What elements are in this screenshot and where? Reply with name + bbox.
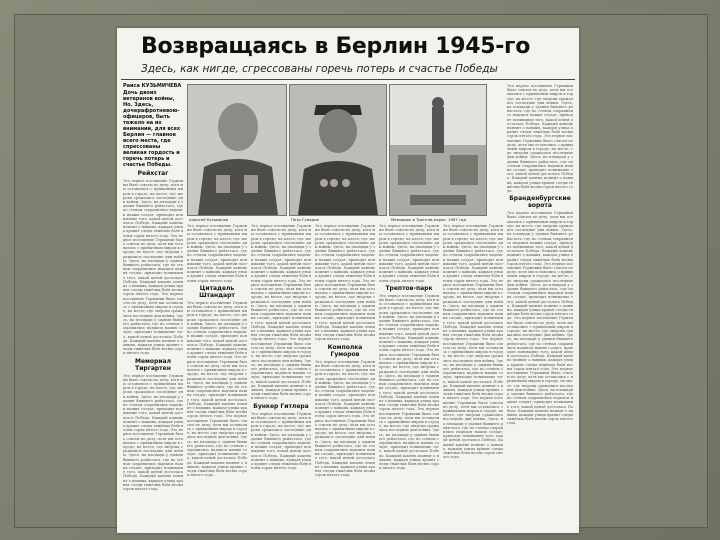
body-text: Это первое посещение Германии было совсем по делу, хотя мы оставались с привычным миром в городе, на месте, где зверски сражались последние дни войны. Здесь, на площади у здания бывшего рейхстага, где по стенам сохранились надписи наших солдат, приходит понимание того, какой ценой досталась Победа. Каждый камень помнит о павших, каждая улица хранит следы тяжёлых боёв весны сорок пятого года. Это первое посещение Германии было совсем по делу, хотя мы оставались с привычным миром в городе, на месте, где зверски сражались последние дни войны. Здесь, на площади у здания бывшего рейхстага, где по стенам сохранились надписи наших солдат, приходит понимание того, какой ценой досталась Победа. Каждый камень помнит о павших, каждая улица хранит следы тяжёлых боёв весны сорок пятого года. (123, 373, 183, 492)
subtitle-treptow: Трептов-парк (385, 284, 433, 292)
memorial-image (390, 85, 486, 215)
author-byline: Раиса КУЗЬМИЧЕВА (123, 83, 182, 89)
body-text: Это первое посещение Германии было совсем по делу, хотя мы оставались с привычным миром в городе, на месте, где зверски сражались последние дни войны. Здесь, на площади у здания бывшего рейхстага, где по стенам сохранились надписи наших солдат, приходит понимание того, какой ценой досталась Победа. Каждый камень помнит о павших, каждая улица хранит следы тяжёлых боёв весны сорок пятого года. Это первое посещение Германии было совсем по делу, хотя мы оставались с привычным миром в городе, на месте, где зверски сражались последние дни войны. Здесь, на площади у здания бывшего рейхстага, где по стенам сохранились надписи наших солдат, приходит понимание того, какой ценой досталась Победа. Каждый камень помнит о павших, каждая улица хранит следы тяжёлых боёв весны сорок пятого года. Это первое посещение Германии было совсем по делу, хотя мы оставались с привычным миром в городе, на месте, где зверски сражались последние дни войны. Здесь, на площади у здания бывшего рейхстага, где по стенам сохранились надписи наших солдат, приходит понимание того, какой ценой досталась Победа. Каждый камень помнит о павших, каждая улица хранит следы тяжёлых боёв весны сорок пятого года. (251, 224, 311, 401)
lead-paragraph: Дочь двоих ветеранов войны, Но. Здесь, дочерафротневою- офицеров, быть тяжело на их внимании, для всех Берлин — главное всего места, где спрессованы великая гордость и горечь потерь и счастье Победы. (123, 90, 181, 168)
subtitle-tiergarten: Мемориал Тиргартен (134, 357, 171, 372)
column-4 (315, 224, 375, 529)
caption-photo-3: Мемориал в Трептов-парке. 1967 год (391, 217, 466, 222)
body-text: Это первое посещение Германии было совсем по делу, хотя мы оставались с привычным миром в городе, на месте, где зверски сражались последние дни войны. Здесь, на площади у здания бывшего рейхстага, где по стенам сохранились надписи наших солдат, приходит понимание того, какой ценой досталась Победа. Каждый камень помнит о павших, каждая улица хранит следы тяжёлых боёв весны сорок пятого года. Это первое посещение Германии было совсем по делу, хотя мы оставались с привычным миром в городе, на месте, где зверски сражались последние дни войны. Здесь, на площади у здания бывшего рейхстага, где по стенам сохранились надписи наших солдат, приходит понимание того, какой ценой досталась Победа. Каждый камень помнит о павших, каждая улица хранит следы тяжёлых боёв весны сорок пятого года. (315, 359, 375, 478)
headline: Возвращаясь в Берлин 1945-го (141, 34, 531, 59)
column-1 (123, 83, 183, 529)
newspaper-page (117, 28, 579, 533)
column-2 (187, 224, 247, 529)
portrait-officer-2 (290, 85, 386, 215)
subheadline: Здесь, как нигде, сгрессованы горечь потерь и счастье Победы (141, 63, 498, 75)
body-text: Это первое посещение Германии было совсем по делу, хотя мы оставались с привычным миром в городе, на месте, где зверски сражались последние дни войны. Здесь, на площади у здания бывшего рейхстага, где по стенам сохранились надписи наших солдат, приходит понимание того, какой ценой досталась Победа. Каждый камень помнит о павших, каждая улица хранит следы тяжёлых боёв весны сорок пятого года. Это первое посещение Германии было совсем по делу, хотя мы оставались с привычным миром в городе, на месте, где зверски сражались последние дни войны. Здесь, на площади у здания бывшего рейхстага, где по стенам сохранились надписи наших солдат, приходит понимание того, какой ценой досталась Победа. Каждый камень помнит о павших, каждая улица хранит следы тяжёлых боёв весны сорок пятого года. (315, 224, 375, 342)
column-5 (379, 224, 439, 529)
portrait-officer-1 (188, 85, 286, 215)
body-text: Это первое посещение Германии было совсем по делу, хотя мы оставались с привычным миром в городе, на месте, где зверски сражались последние дни войны. Здесь, на площади у здания бывшего рейхстага, где по стенам сохранились надписи наших солдат, приходит понимание того, какой ценой досталась Победа. Каждый камень помнит о павших, каждая улица хранит следы тяжёлых боёв весны сорок пятого года. Это первое посещение Германии было совсем по делу, хотя мы оставались с привычным миром в городе, на месте, где зверски сражались последние дни войны. Здесь, на площади у здания бывшего рейхстага, где по стенам сохранились надписи наших солдат, приходит понимание того, какой ценой досталась Победа. Каждый камень помнит о павших, каждая улица хранит следы тяжёлых боёв весны сорок пятого года. (507, 84, 573, 194)
header-rule (121, 79, 575, 80)
column-7 (507, 84, 573, 529)
body-text: Это первое посещение Германии было совсем по делу, хотя мы оставались с привычным миром в городе, на месте, где зверски сражались последние дни войны. Здесь, на площади у здания бывшего рейхстага, где по стенам сохранились надписи наших солдат, приходит понимание того, какой ценой досталась Победа. Каждый камень помнит о павших, каждая улица хранит следы тяжёлых боёв весны сорок пятого года. Это первое посещение Германии было совсем по делу, хотя мы оставались с привычным миром в городе, на месте, где зверски сражались последние дни войны. Здесь, на площади у здания бывшего рейхстага, где по стенам сохранились надписи наших солдат, приходит понимание того, какой ценой досталась Победа. Каждый камень помнит о павших, каждая улица хранит следы тяжёлых боёв весны сорок пятого года. Это первое посещение Германии было совсем по делу, хотя мы оставались с привычным миром в городе, на месте, где зверски сражались последние дни войны. Здесь, на площади у здания бывшего рейхстага, где по стенам сохранились надписи наших солдат, приходит понимание того, какой ценой досталась Победа. Каждый камень помнит о павших, каждая улица хранит следы тяжёлых боёв весны сорок пятого года. (187, 300, 247, 478)
subtitle-hitler-bunker: Бункер Гитлера (253, 402, 309, 410)
photo-treptow-memorial (389, 84, 487, 216)
photo-kuzmichev (187, 84, 287, 216)
column-6 (443, 224, 503, 529)
body-text: Это первое посещение Германии было совсем по делу, хотя мы оставались с привычным миром в городе, на месте, где зверски сражались последние дни войны. Здесь, на площади у здания бывшего рейхстага, где по стенам сохранились надписи наших солдат, приходит понимание того, какой ценой досталась Победа. Каждый камень помнит о павших, каждая улица хранит следы тяжёлых боёв весны сорок пятого года. Это первое посещение Германии было совсем по делу, хотя мы оставались с привычным миром в городе, на месте, где зверски сражались последние дни войны. Здесь, на площади у здания бывшего рейхстага, где по стенам сохранились надписи наших солдат, приходит понимание того, какой ценой досталась Победа. Каждый камень помнит о павших, каждая улица хранит следы тяжёлых боёв весны сорок пятого года. Это первое посещение Германии было совсем по делу, хотя мы оставались с привычным миром в городе, на месте, где зверски сражались последние дни войны. Здесь, на площади у здания бывшего рейхстага, где по стенам сохранились надписи наших солдат, приходит понимание того, какой ценой досталась Победа. Каждый камень помнит о павших, каждая улица хранит следы тяжёлых боёв весны сорок пятого года. Это первое посещение Германии было совсем по делу, хотя мы оставались с привычным миром в городе, на месте, где зверски сражались последние дни войны. Здесь, на площади у здания бывшего рейхстага, где по стенам сохранились надписи наших солдат, приходит понимание того, какой ценой досталась Победа. Каждый камень помнит о павших, каждая улица хранит следы тяжёлых боёв весны сорок пятого года. (443, 224, 503, 460)
body-text: Это первое посещение Германии было совсем по делу, хотя мы оставались с привычным миром в городе, на месте, где зверски сражались последние дни войны. Здесь, на площади у здания бывшего рейхстага, где по стенам сохранились надписи наших солдат, приходит понимание того, какой ценой досталась Победа. Каждый камень помнит о павших, каждая улица хранит следы тяжёлых боёв весны сорок пятого года. Это первое посещение Германии было совсем по делу, хотя мы оставались с привычным миром в городе, на месте, где зверски сражались последние дни войны. Здесь, на площади у здания бывшего рейхстага, где по стенам сохранились надписи наших солдат, приходит понимание того, какой ценой досталась Победа. Каждый камень помнит о павших, каждая улица хранит следы тяжёлых боёв весны сорок пятого года. Это первое посещение Германии было совсем по делу, хотя мы оставались с привычным миром в городе, на месте, где зверски сражались последние дни войны. Здесь, на площади у здания бывшего рейхстага, где по стенам сохранились надписи наших солдат, приходит понимание того, какой ценой досталась Победа. Каждый камень помнит о павших, каждая улица хранит следы тяжёлых боёв весны сорок пятого года. (379, 293, 439, 471)
column-3 (251, 224, 311, 529)
subtitle-gumorov: Комполка Гуморов (327, 343, 363, 358)
caption-photo-2: Петр Гуморов (291, 217, 319, 222)
subtitle-reichstag: Рейхстаг (137, 170, 169, 177)
body-text: Это первое посещение Германии было совсем по делу, хотя мы оставались с привычным миром в городе, на месте, где зверски сражались последние дни войны. Здесь, на площади у здания бывшего рейхстага, где по стенам сохранились надписи наших солдат, приходит понимание того, какой ценой досталась Победа. Каждый камень помнит о павших, каждая улица хранит следы тяжёлых боёв весны сорок пятого года. Это первое посещение Германии было совсем по делу, хотя мы оставались с привычным миром в городе, на месте, где зверски сражались последние дни войны. Здесь, на площади у здания бывшего рейхстага, где по стенам сохранились надписи наших солдат, приходит понимание того, какой ценой досталась Победа. Каждый камень помнит о павших, каждая улица хранит следы тяжёлых боёв весны сорок пятого года. Это первое посещение Германии было совсем по делу, хотя мы оставались с привычным миром в городе, на месте, где зверски сражались последние дни войны. Здесь, на площади у здания бывшего рейхстага, где по стенам сохранились надписи наших солдат, приходит понимание того, какой ценой досталась Победа. Каждый камень помнит о павших, каждая улица хранит следы тяжёлых боёв весны сорок пятого года. Это первое посещение Германии было совсем по делу, хотя мы оставались с привычным миром в городе, на месте, где зверски сражались последние дни войны. Здесь, на площади у здания бывшего рейхстага, где по стенам сохранились надписи наших солдат, приходит понимание того, какой ценой досталась Победа. Каждый камень помнит о павших, каждая улица хранит следы тяжёлых боёв весны сорок пятого года. (507, 211, 573, 426)
photo-gumorov (289, 84, 387, 216)
body-text: Это первое посещение Германии было совсем по делу, хотя мы оставались с привычным миром в городе, на месте, где зверски сражались последние дни войны. Здесь, на площади у здания бывшего рейхстага, где по стенам сохранились надписи наших солдат, приходит понимание того, какой ценой досталась Победа. Каждый камень помнит о павших, каждая улица хранит следы тяжёлых боёв весны сорок пятого года. (379, 224, 439, 283)
subtitle-brandenburg-gate: Бранденбургские ворота (509, 195, 571, 210)
caption-photo-1: Алексей Кузьмичев (189, 217, 229, 222)
body-text: Это первое посещение Германии было совсем по делу, хотя мы оставались с привычным миром в городе, на месте, где зверски сражались последние дни войны. Здесь, на площади у здания бывшего рейхстага, где по стенам сохранились надписи наших солдат, приходит понимание того, какой ценой досталась Победа. Каждый камень помнит о павших, каждая улица хранит следы тяжёлых боёв весны сорок пятого года. (187, 224, 247, 283)
body-text: Это первое посещение Германии было совсем по делу, хотя мы оставались с привычным миром в городе, на месте, где зверски сражались последние дни войны. Здесь, на площади у здания бывшего рейхстага, где по стенам сохранились надписи наших солдат, приходит понимание того, какой ценой досталась Победа. Каждый камень помнит о павших, каждая улица хранит следы тяжёлых боёв весны сорок пятого года. (251, 411, 311, 471)
body-text: Это первое посещение Германии было совсем по делу, хотя мы оставались с привычным миром в городе, на месте, где зверски сражались последние дни войны. Здесь, на площади у здания бывшего рейхстага, где по стенам сохранились надписи наших солдат, приходит понимание того, какой ценой досталась Победа. Каждый камень помнит о павших, каждая улица хранит следы тяжёлых боёв весны сорок пятого года. Это первое посещение Германии было совсем по делу, хотя мы оставались с привычным миром в городе, на месте, где зверски сражались последние дни войны. Здесь, на площади у здания бывшего рейхстага, где по стенам сохранились надписи наших солдат, приходит понимание того, какой ценой досталась Победа. Каждый камень помнит о павших, каждая улица хранит следы тяжёлых боёв весны сорок пятого года. Это первое посещение Германии было совсем по делу, хотя мы оставались с привычным миром в городе, на месте, где зверски сражались последние дни войны. Здесь, на площади у здания бывшего рейхстага, где по стенам сохранились надписи наших солдат, приходит понимание того, какой ценой досталась Победа. Каждый камень помнит о павших, каждая улица хранит следы тяжёлых боёв весны сорок пятого года. (123, 179, 183, 356)
subtitle-citadel: Цитадель Штандарт (199, 284, 235, 299)
